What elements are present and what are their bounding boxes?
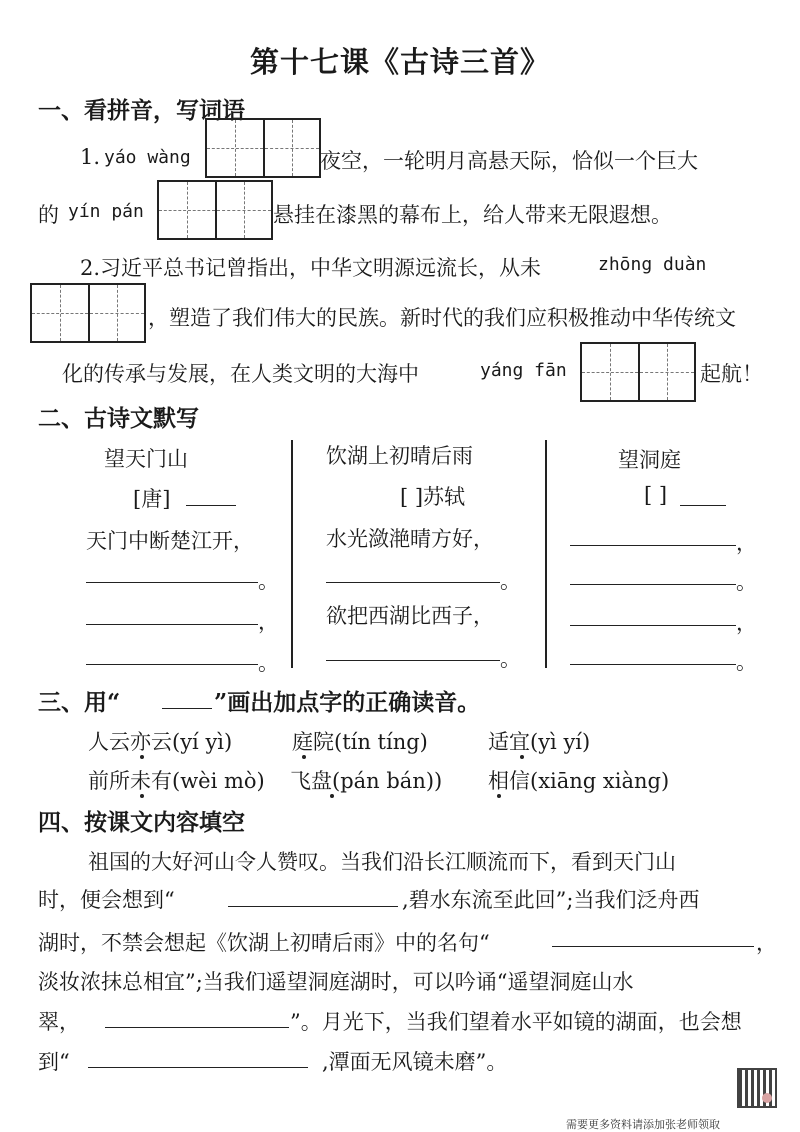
poem1-period-2: 。 bbox=[258, 569, 279, 593]
s4-blank-4[interactable] bbox=[88, 1067, 308, 1068]
q2-pinyin-1: zhōng duàn bbox=[598, 254, 707, 275]
s4-line-5a: 翠， bbox=[38, 1010, 80, 1034]
poem1-author-blank[interactable] bbox=[186, 505, 236, 506]
poem3-period-4: 。 bbox=[736, 650, 757, 674]
q1-text-1: 夜空，一轮明月高悬天际，恰似一个巨大 bbox=[320, 149, 698, 173]
section2-heading: 二、古诗文默写 bbox=[38, 405, 199, 432]
reading-item-3[interactable]: 适宜(yì yí) bbox=[488, 730, 591, 754]
s4-line-2a: 时，便会想到“ bbox=[38, 888, 175, 912]
poem1-comma-3: ， bbox=[258, 610, 279, 634]
q1-text-2-post: 悬挂在漆黑的幕布上，给人带来无限遐想。 bbox=[273, 203, 672, 227]
q1-number: 1. bbox=[80, 145, 101, 169]
q2-text-3-post: 起航！ bbox=[700, 362, 763, 386]
q1-text-2-pre: 的 bbox=[38, 203, 59, 227]
poem2-title: 饮湖上初晴后雨 bbox=[326, 444, 473, 468]
column-divider-2 bbox=[545, 440, 547, 668]
s4-line-4: 淡妆浓抹总相宜”;当我们遥望洞庭湖时，可以吟诵“遥望洞庭山水 bbox=[38, 970, 634, 994]
poem3-blank-3[interactable] bbox=[570, 625, 736, 626]
qr-code-icon bbox=[737, 1068, 777, 1108]
section3-underline-sample bbox=[162, 708, 212, 709]
poem1-line-1: 天门中断楚江开， bbox=[86, 529, 254, 553]
reading-item-1[interactable]: 人云亦云(yí yì) bbox=[88, 730, 233, 754]
qr-avatar-icon bbox=[762, 1093, 772, 1103]
section3-heading-post: ”画出加点字的正确读音。 bbox=[214, 689, 481, 716]
emphasis-dot bbox=[302, 755, 306, 759]
poem2-blank-2[interactable] bbox=[326, 582, 500, 583]
emphasis-dot bbox=[140, 755, 144, 759]
page-title: 第十七课《古诗三首》 bbox=[249, 45, 550, 79]
poem3-title: 望洞庭 bbox=[618, 448, 681, 472]
q2-pinyin-2: yáng fān bbox=[480, 360, 567, 381]
s4-line-3a: 湖时，不禁会想起《饮湖上初晴后雨》中的名句“ bbox=[38, 931, 490, 955]
poem1-title: 望天门山 bbox=[104, 447, 188, 471]
emphasis-dot bbox=[520, 755, 524, 759]
poem1-blank-4[interactable] bbox=[86, 664, 258, 665]
poem3-comma-3: ， bbox=[736, 611, 757, 635]
s4-blank-3[interactable] bbox=[105, 1027, 289, 1028]
tian-grid-zhongduan[interactable] bbox=[30, 283, 146, 343]
poem2-period-4: 。 bbox=[500, 647, 521, 671]
s4-line-2b: ,碧水东流至此回”;当我们泛舟西 bbox=[402, 888, 700, 912]
column-divider-1 bbox=[291, 440, 293, 668]
poem1-blank-3[interactable] bbox=[86, 624, 258, 625]
section4-heading: 四、按课文内容填空 bbox=[38, 809, 245, 836]
poem2-period-2: 。 bbox=[500, 569, 521, 593]
section3-heading-pre: 三、用“ bbox=[38, 689, 121, 716]
footer-note: 需要更多资料请添加张老师领取 bbox=[566, 1118, 720, 1131]
q1-pinyin-2: yín pán bbox=[68, 201, 144, 222]
poem2-line-1: 水光潋滟晴方好， bbox=[326, 527, 494, 551]
s4-line-6b: ,潭面无风镜未磨”。 bbox=[322, 1050, 508, 1074]
emphasis-dot bbox=[140, 794, 144, 798]
tian-grid-yaowang[interactable] bbox=[205, 118, 321, 178]
poem3-author: [ ] bbox=[644, 483, 668, 507]
s4-line-5b: ”。月光下，当我们望着水平如镜的湖面，也会想 bbox=[290, 1010, 742, 1034]
section1-heading: 一、看拼音，写词语 bbox=[38, 97, 245, 124]
poem1-period-4: 。 bbox=[258, 651, 279, 675]
poem2-line-3: 欲把西湖比西子， bbox=[326, 604, 494, 628]
poem1-author: [唐] bbox=[133, 487, 171, 511]
q1-pinyin-1: yáo wàng bbox=[104, 147, 191, 168]
emphasis-dot bbox=[330, 794, 334, 798]
q2-text-1: 2.习近平总书记曾指出，中华文明源远流长，从未 bbox=[80, 256, 542, 280]
reading-item-4[interactable]: 前所未有(wèi mò) bbox=[88, 769, 265, 793]
s4-line-3b: ， bbox=[756, 931, 777, 955]
q2-text-3: 化的传承与发展，在人类文明的大海中 bbox=[62, 362, 419, 386]
poem3-blank-1[interactable] bbox=[570, 545, 736, 546]
poem1-blank-2[interactable] bbox=[86, 582, 258, 583]
poem3-comma-1: ， bbox=[736, 531, 757, 555]
s4-blank-2[interactable] bbox=[552, 946, 754, 947]
poem3-blank-2[interactable] bbox=[570, 584, 736, 585]
reading-item-2[interactable]: 庭院(tín tíng) bbox=[292, 730, 428, 754]
reading-item-5[interactable]: 飞盘(pán bán)) bbox=[290, 769, 443, 793]
poem3-author-blank[interactable] bbox=[680, 505, 726, 506]
s4-blank-1[interactable] bbox=[228, 906, 398, 907]
poem2-blank-4[interactable] bbox=[326, 660, 500, 661]
poem3-blank-4[interactable] bbox=[570, 664, 736, 665]
s4-line-6a: 到“ bbox=[38, 1050, 70, 1074]
emphasis-dot bbox=[497, 794, 501, 798]
reading-item-6[interactable]: 相信(xiāng xiàng) bbox=[488, 769, 670, 793]
poem3-period-2: 。 bbox=[736, 570, 757, 594]
tian-grid-yinpan[interactable] bbox=[157, 180, 273, 240]
poem2-author: [ ]苏轼 bbox=[400, 485, 466, 509]
s4-line-1: 祖国的大好河山令人赞叹。当我们沿长江顺流而下，看到天门山 bbox=[88, 850, 676, 874]
q2-text-2: ，塑造了我们伟大的民族。新时代的我们应积极推动中华传统文 bbox=[148, 306, 736, 330]
tian-grid-yangfan[interactable] bbox=[580, 342, 696, 402]
